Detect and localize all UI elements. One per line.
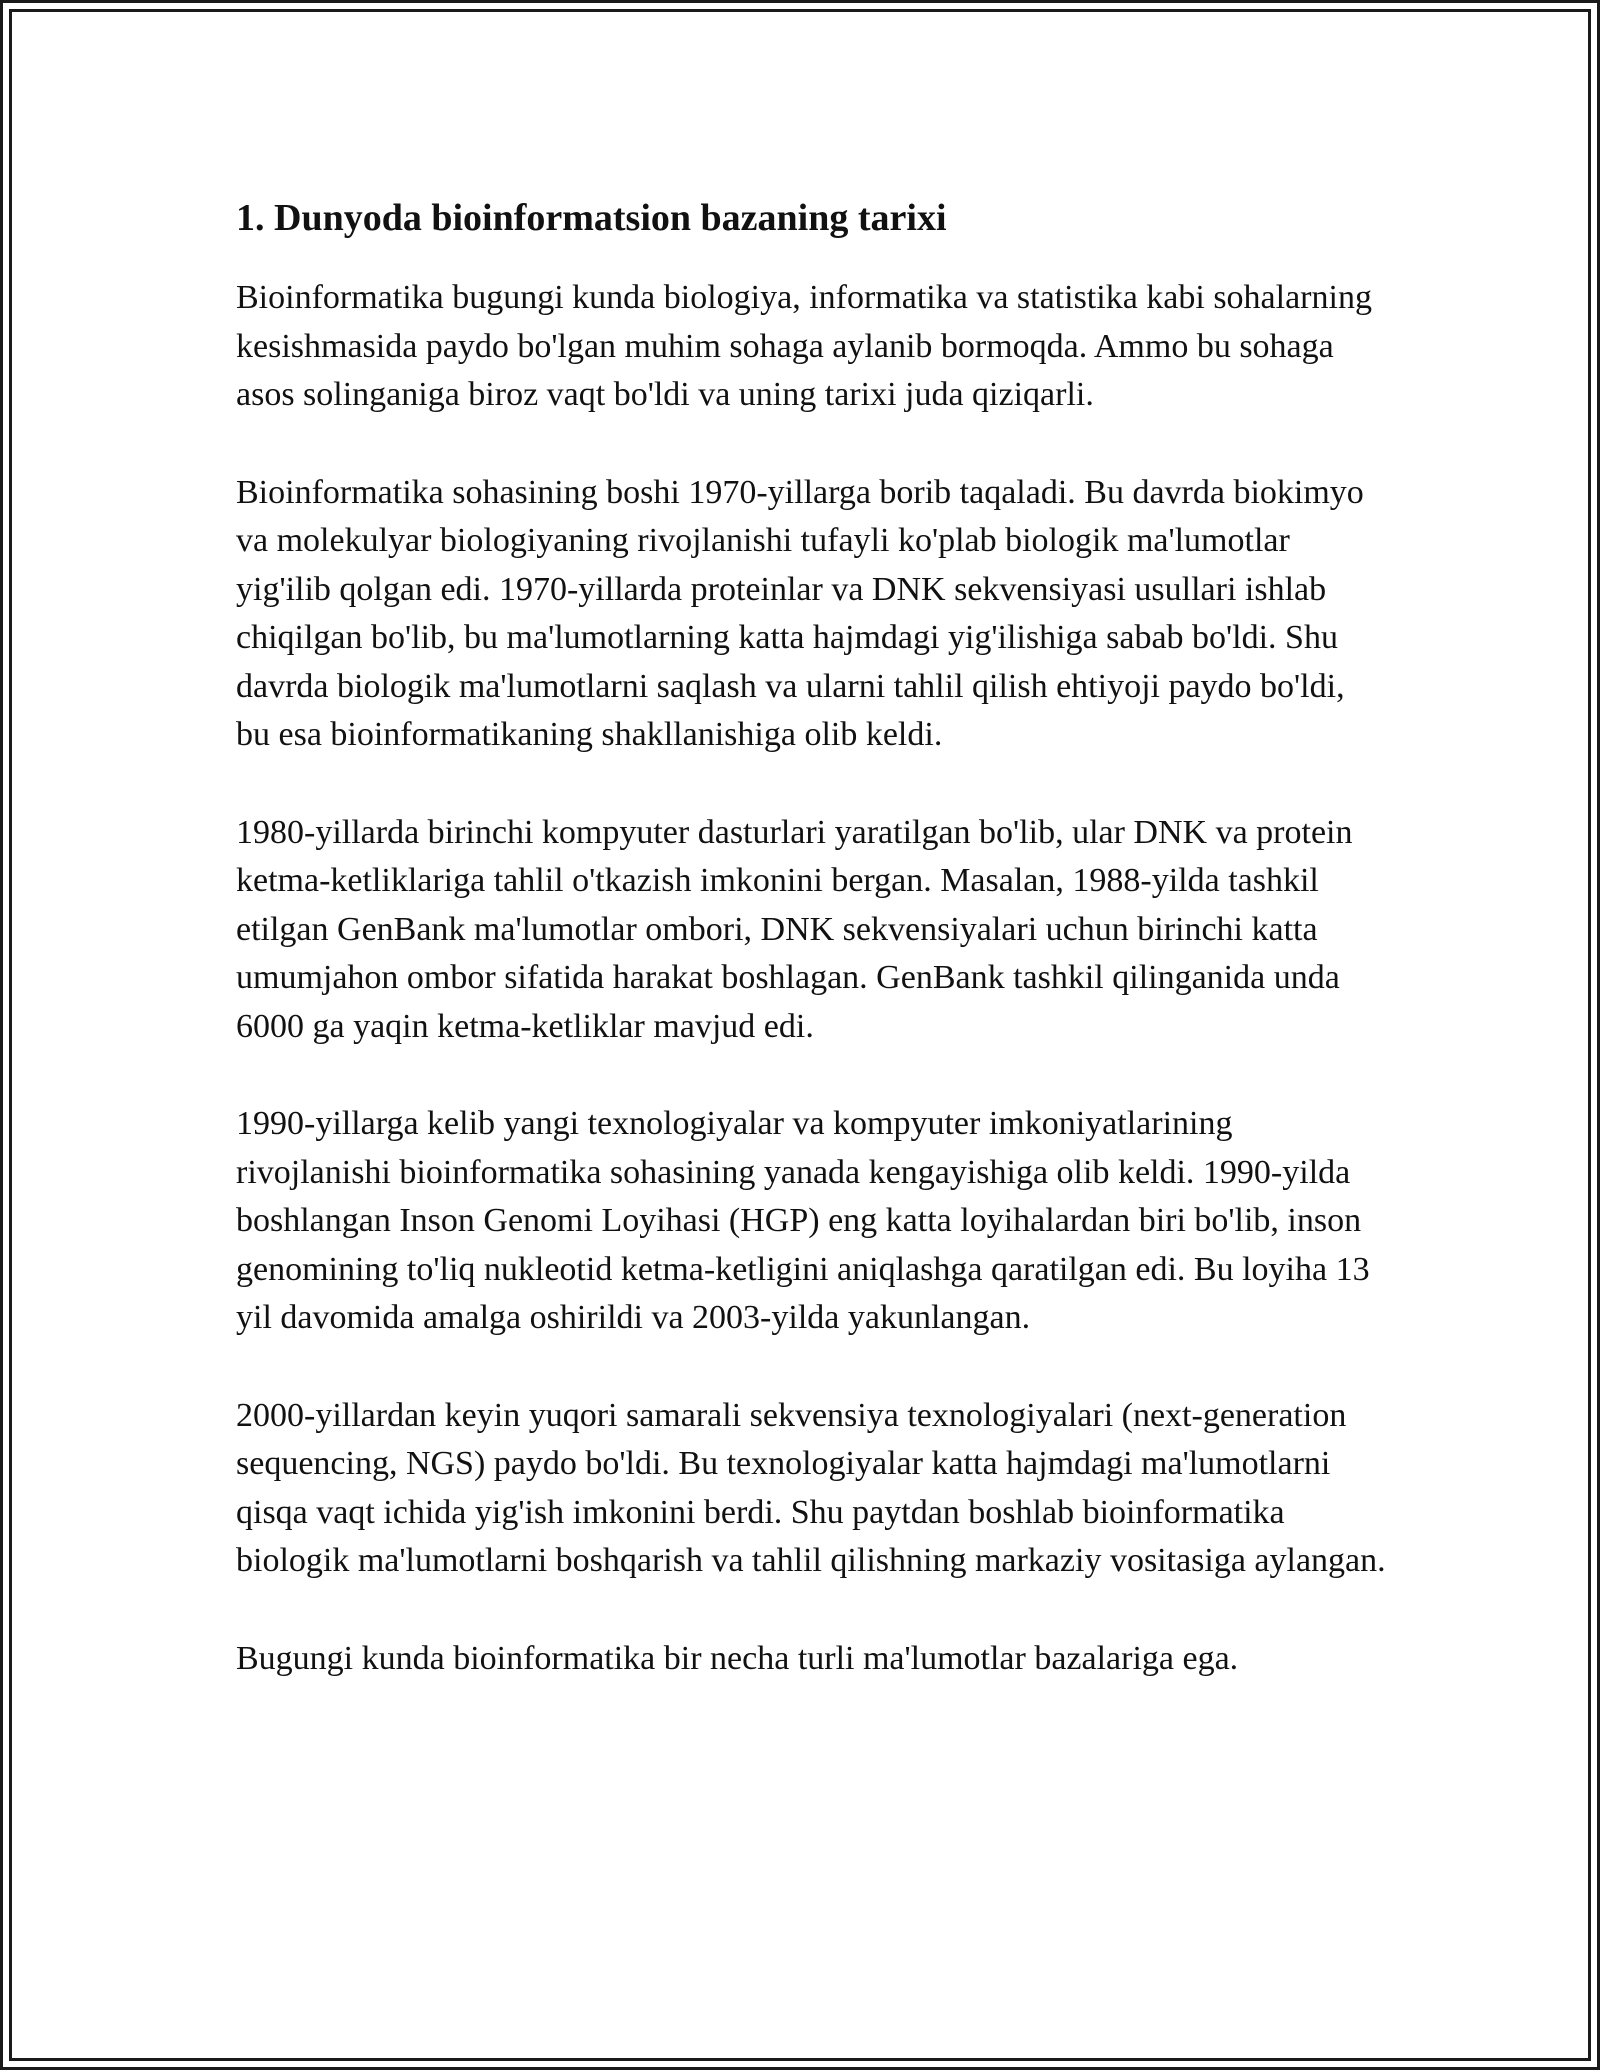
paragraph-4: 1990-yillarga kelib yangi texnologiyalar va kompyuter imkoniyatlarining rivojlanishi bioinformatika sohasining yanada kengayishiga olib keldi. 1990-yilda boshlangan Inson Genomi Loyihasi (HGP) eng katta loyihalardan biri bo'lib, inson genomining to'liq nukleotid ketma-ketligini aniqlashga qaratilgan edi. Bu loyiha 13 yil davomida amalga oshirildi va 2003-yilda yakunlangan. <box>236 1105 1370 1336</box>
paragraph-5: 2000-yillardan keyin yuqori samarali sekvensiya texnologiyalari (next-generation sequencing, NGS) paydo bo'ldi. Bu texnologiyalar katta hajmdagi ma'lumotlarni qisqa vaqt ichida yig'ish imkonini berdi. Shu paytdan boshlab bioinformatika biologik ma'lumotlarni boshqarish va tahlil qilishning markaziy vositasiga aylangan. <box>236 1396 1386 1579</box>
page-border-inner <box>9 9 1591 2061</box>
paragraph-3: 1980-yillarda birinchi kompyuter dasturlari yaratilgan bo'lib, ular DNK va protein ketma-ketliklariga tahlil o'tkazish imkonini bergan. Masalan, 1988-yilda tashkil etilgan GenBank ma'lumotlar ombori, DNK sekvensiyalari uchun birinchi katta umumjahon ombor sifatida harakat boshlagan. GenBank tashkil qilinganida unda 6000 ga yaqin ketma-ketliklar mavjud edi. <box>236 813 1353 1045</box>
paragraph-1: Bioinformatika bugungi kunda biologiya, informatika va statistika kabi sohalarning kesishmasida paydo bo'lgan muhim sohaga aylanib bormoqda. Ammo bu sohaga asos solinganiga biroz vaqt bo'ldi va uning tarixi juda qiziqarli. <box>236 279 1372 413</box>
document-title: 1. Dunyoda bioinformatsion bazaning tarixi <box>236 197 947 239</box>
paragraph-6: Bugungi kunda bioinformatika bir necha turli ma'lumotlar bazalariga ega. <box>236 1639 1239 1677</box>
paragraph-2: Bioinformatika sohasining boshi 1970-yillarga borib taqaladi. Bu davrda biokimyo va molekulyar biologiyaning rivojlanishi tufayli ko'plab biologik ma'lumotlar yig'ilib qolgan edi. 1970-yillarda proteinlar va DNK sekvensiyasi usullari ishlab chiqilgan bo'lib, bu ma'lumotlarning katta hajmdagi yig'ilishiga sabab bo'ldi. Shu davrda biologik ma'lumotlarni saqlash va ularni tahlil qilish ehtiyoji paydo bo'ldi, bu esa bioinformatikaning shakllanishiga olib keldi. <box>236 473 1364 753</box>
document-body <box>236 190 1386 1732</box>
